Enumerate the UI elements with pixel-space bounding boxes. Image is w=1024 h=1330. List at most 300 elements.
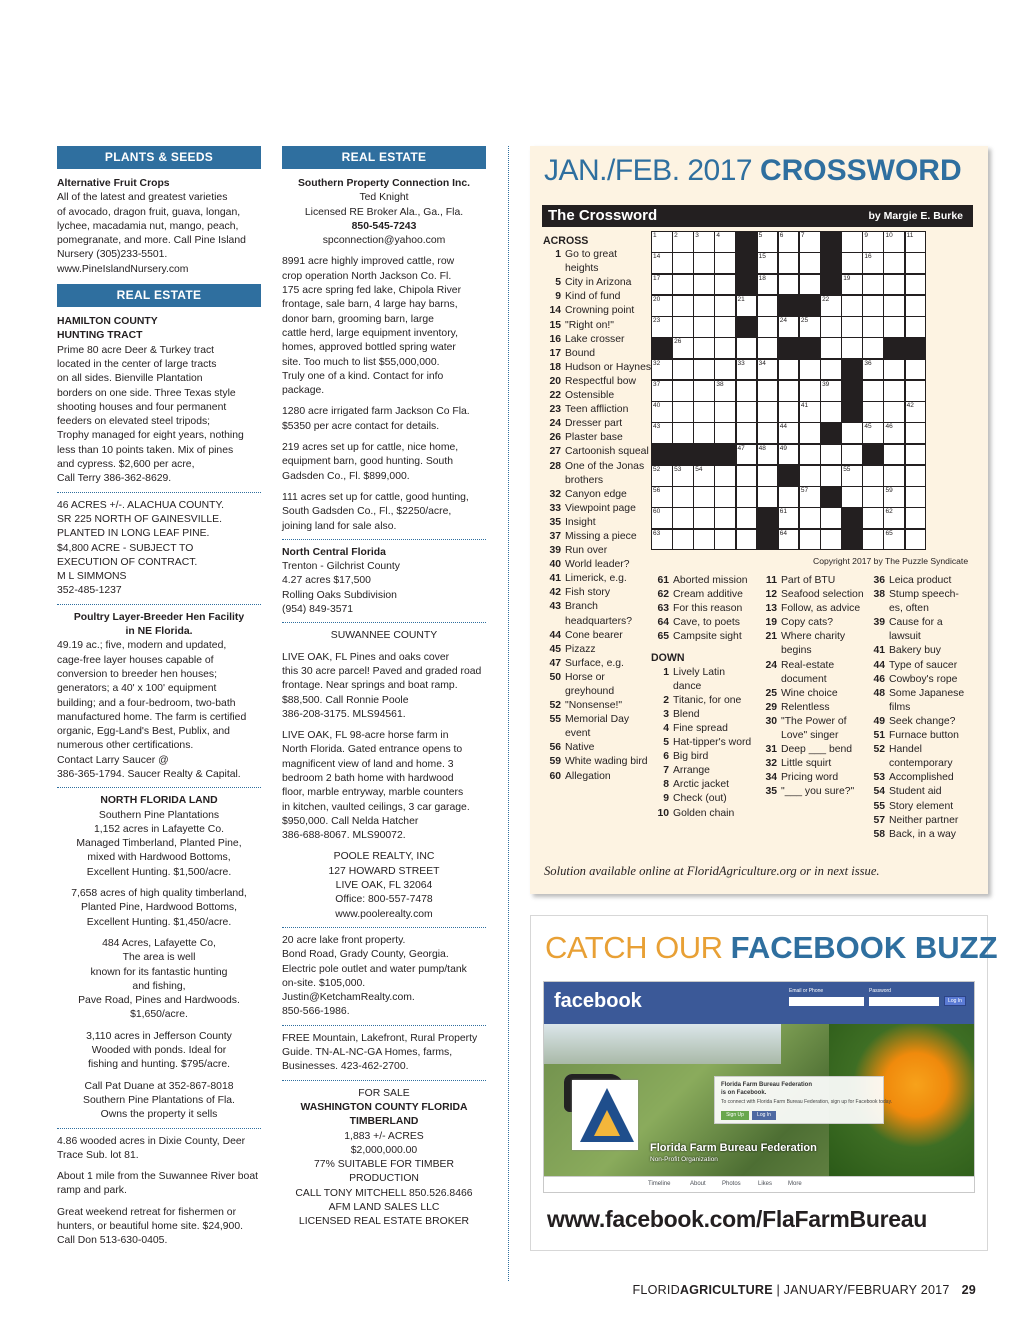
grid-cell[interactable] <box>651 380 673 402</box>
ad-body: 7,658 acres of high quality timberland, Planted Pine, Hardwood Bottoms, Excellent Hunting. $1,450/acre. <box>71 888 247 928</box>
grid-cell[interactable] <box>757 465 779 487</box>
grid-cell[interactable] <box>862 274 884 296</box>
grid-cell[interactable] <box>862 422 884 444</box>
clue-number: 5 <box>555 277 561 289</box>
grid-cell[interactable] <box>799 316 821 338</box>
ad-body: SUWANNEE COUNTY <box>330 630 438 642</box>
grid-cell[interactable] <box>672 529 694 551</box>
clue-number: 35 <box>549 516 561 528</box>
grid-cell[interactable] <box>799 252 821 274</box>
grid-cell[interactable] <box>905 444 927 466</box>
grid-cell[interactable] <box>693 465 715 487</box>
grid-cell[interactable] <box>841 252 863 274</box>
crossword-clue <box>759 785 864 799</box>
grid-number: 6 <box>779 232 784 239</box>
grid-cell[interactable] <box>820 401 842 423</box>
crossword-clue <box>759 757 864 771</box>
grid-cell[interactable] <box>820 316 842 338</box>
clue-number: 44 <box>549 629 561 641</box>
clue-number: 63 <box>657 603 669 615</box>
grid-cell[interactable] <box>799 507 821 529</box>
crossword-clue <box>543 572 653 586</box>
ad-body: 111 acres set up for cattle, good hunting, South Gadsden Co., Fl., $2250/acre, joining land for sale also. <box>282 491 469 532</box>
section-header: PLANTS & SEEDS <box>57 146 261 169</box>
grid-cell[interactable] <box>736 465 758 487</box>
ad-title: HAMILTON COUNTY HUNTING TRACT <box>57 316 158 342</box>
grid-cell[interactable] <box>905 316 927 338</box>
grid-cell[interactable] <box>736 359 758 381</box>
classified-ad <box>57 794 261 880</box>
email-field[interactable] <box>789 997 864 1006</box>
grid-cell[interactable] <box>862 486 884 508</box>
clue-text: Copy cats? <box>781 617 833 629</box>
clue-number: 35 <box>765 786 777 798</box>
clue-number: 39 <box>549 545 561 557</box>
grid-cell[interactable] <box>651 316 673 338</box>
tab-timeline[interactable]: Timeline <box>648 1181 671 1187</box>
grid-cell[interactable] <box>862 529 884 551</box>
clue-number: 61 <box>657 575 669 586</box>
grid-black-cell <box>693 444 715 466</box>
grid-cell[interactable] <box>905 231 927 253</box>
grid-number: 49 <box>779 444 788 452</box>
crossword-clue <box>543 586 653 600</box>
crossword-clue <box>759 659 864 687</box>
grid-cell[interactable] <box>714 465 736 487</box>
grid-cell[interactable] <box>862 252 884 274</box>
crossword-clue <box>543 671 653 699</box>
grid-black-cell <box>841 529 863 551</box>
crossword-clue <box>543 361 653 375</box>
clue-number: 59 <box>549 756 561 768</box>
clue-number: 20 <box>549 375 561 387</box>
grid-cell[interactable] <box>841 486 863 508</box>
classified-ad <box>57 499 261 605</box>
grid-cell[interactable] <box>693 316 715 338</box>
clue-text: Pizazz <box>565 643 596 655</box>
grid-cell[interactable] <box>693 337 715 359</box>
crossword-clue <box>867 814 972 828</box>
clue-text: Aborted mission <box>673 575 748 586</box>
clue-number: 10 <box>657 807 669 819</box>
grid-cell[interactable] <box>714 422 736 444</box>
grid-cell[interactable] <box>778 529 800 551</box>
clue-number: 32 <box>549 488 561 500</box>
grid-cell[interactable] <box>651 422 673 444</box>
grid-cell[interactable] <box>736 422 758 444</box>
grid-cell[interactable] <box>672 295 694 317</box>
grid-cell[interactable] <box>841 337 863 359</box>
grid-cell[interactable] <box>757 444 779 466</box>
login-button[interactable]: Log In <box>944 996 966 1006</box>
clue-number: 16 <box>549 333 561 345</box>
grid-cell[interactable] <box>757 274 779 296</box>
grid-cell[interactable] <box>905 252 927 274</box>
grid-number: 52 <box>653 465 661 473</box>
grid-cell[interactable] <box>883 295 905 317</box>
grid-number: 10 <box>885 232 893 239</box>
grid-number: 2 <box>674 232 678 239</box>
ad-body: Great weekend retreat for fishermen or hunters, or beautiful home site. $24,900. Call Don 513-630-0405. <box>57 1206 243 1247</box>
grid-cell[interactable] <box>883 359 905 381</box>
clue-number: 1 <box>663 666 669 678</box>
grid-cell[interactable] <box>778 401 800 423</box>
grid-cell[interactable] <box>693 295 715 317</box>
clue-text: Cave, to poets <box>673 617 741 629</box>
grid-cell[interactable] <box>757 316 779 338</box>
grid-cell[interactable] <box>651 529 673 551</box>
ad-body: All of the latest and greatest varieties of avocado, dragon fruit, guava, longan, lychee, macadamia nut, mango, peach, pomegranate, and more. Call Pine Island Nursery (305)233-5501. www.PineIslandNursery.com <box>57 192 246 275</box>
grid-cell[interactable] <box>672 380 694 402</box>
grid-cell[interactable] <box>714 401 736 423</box>
clue-text: Relentless <box>781 701 830 713</box>
clue-number: 64 <box>657 617 669 629</box>
grid-number: 44 <box>779 423 788 431</box>
grid-cell[interactable] <box>820 337 842 359</box>
clue-text: Follow, as advice <box>781 603 861 615</box>
grid-cell[interactable] <box>693 486 715 508</box>
box-login-button[interactable]: Log In <box>752 1111 776 1120</box>
clue-text: Some Japanese films <box>889 687 965 713</box>
grid-cell[interactable] <box>862 359 884 381</box>
grid-cell[interactable] <box>862 337 884 359</box>
grid-cell[interactable] <box>862 316 884 338</box>
grid-cell[interactable] <box>862 380 884 402</box>
grid-cell[interactable] <box>714 359 736 381</box>
grid-cell[interactable] <box>757 422 779 444</box>
clue-text: Branch headquarters? <box>565 601 633 627</box>
grid-cell[interactable] <box>714 252 736 274</box>
grid-cell[interactable] <box>820 295 842 317</box>
grid-cell[interactable] <box>778 422 800 444</box>
clue-number: 1 <box>555 249 561 261</box>
grid-cell[interactable] <box>799 231 821 253</box>
crossword-clue <box>867 785 972 799</box>
crossword-clue <box>759 743 864 757</box>
grid-number: 7 <box>800 232 805 239</box>
grid-cell[interactable] <box>841 422 863 444</box>
crossword-clue <box>759 715 864 743</box>
grid-cell[interactable] <box>905 359 927 381</box>
grid-cell[interactable] <box>693 252 715 274</box>
grid-cell[interactable] <box>693 274 715 296</box>
grid-cell[interactable] <box>693 231 715 253</box>
grid-cell[interactable] <box>757 337 779 359</box>
grid-cell[interactable] <box>651 295 673 317</box>
grid-black-cell <box>883 337 905 359</box>
grid-cell[interactable] <box>672 422 694 444</box>
classified-ad <box>282 629 486 643</box>
grid-cell[interactable] <box>799 444 821 466</box>
grid-cell[interactable] <box>693 401 715 423</box>
grid-cell[interactable] <box>799 486 821 508</box>
grid-cell[interactable] <box>714 529 736 551</box>
crossword-clue <box>867 673 972 687</box>
classified-ad <box>57 937 261 1023</box>
classifieds-column-2 <box>282 146 486 1237</box>
classified-ad <box>282 1032 486 1081</box>
grid-cell[interactable] <box>820 359 842 381</box>
grid-cell[interactable] <box>651 486 673 508</box>
grid-cell[interactable] <box>736 507 758 529</box>
grid-cell[interactable] <box>883 486 905 508</box>
crossword-clue <box>651 778 756 792</box>
tab-photos[interactable]: Photos <box>722 1181 741 1187</box>
crossword-clue <box>543 304 653 318</box>
crossword-bar-title: The Crossword <box>548 207 658 224</box>
grid-cell[interactable] <box>799 274 821 296</box>
classified-ad <box>282 491 486 540</box>
grid-cell[interactable] <box>778 274 800 296</box>
grid-cell[interactable] <box>757 401 779 423</box>
ad-body: 1280 acre irrigated farm Jackson Co Fla. $5350 per acre contact for details. <box>282 406 470 432</box>
grid-cell[interactable] <box>778 359 800 381</box>
signup-box-line2: is on Facebook. <box>721 1090 767 1096</box>
grid-number: 41 <box>800 402 809 410</box>
grid-cell[interactable] <box>693 529 715 551</box>
grid-cell[interactable] <box>799 401 821 423</box>
grid-cell[interactable] <box>714 380 736 402</box>
clue-number: 44 <box>873 659 885 671</box>
grid-cell[interactable] <box>736 401 758 423</box>
grid-cell[interactable] <box>841 231 863 253</box>
grid-cell[interactable] <box>820 444 842 466</box>
grid-cell[interactable] <box>820 380 842 402</box>
clue-number: 30 <box>765 715 777 727</box>
grid-cell[interactable] <box>714 316 736 338</box>
signup-button[interactable]: Sign Up <box>721 1111 749 1120</box>
ad-tail: spconnection@yahoo.com <box>322 235 446 247</box>
grid-cell[interactable] <box>905 422 927 444</box>
grid-cell[interactable] <box>841 274 863 296</box>
grid-cell[interactable] <box>883 316 905 338</box>
grid-cell[interactable] <box>672 507 694 529</box>
grid-cell[interactable] <box>883 401 905 423</box>
crossword-clue <box>867 616 972 644</box>
grid-cell[interactable] <box>714 295 736 317</box>
grid-cell[interactable] <box>841 465 863 487</box>
clue-text: Plaster base <box>565 432 623 444</box>
grid-cell[interactable] <box>883 422 905 444</box>
ad-body: POOLE REALTY, INC 127 HOWARD STREET LIVE OAK, FL 32064 Office: 800-557-7478 www.poolerealty.com <box>328 851 440 920</box>
grid-cell[interactable] <box>799 465 821 487</box>
signup-box-line3: To connect with Florida Farm Bureau Federation, sign up for Facebook today. <box>721 1099 893 1105</box>
grid-cell[interactable] <box>905 380 927 402</box>
grid-number: 55 <box>843 465 851 473</box>
grid-cell[interactable] <box>714 507 736 529</box>
section-header: REAL ESTATE <box>282 146 486 169</box>
grid-cell[interactable] <box>905 295 927 317</box>
clue-text: Cartoonish squeal <box>565 446 649 458</box>
clue-text: Pricing word <box>781 772 839 784</box>
grid-cell[interactable] <box>905 529 927 551</box>
clue-text: Lake crosser <box>565 333 625 345</box>
clue-text: "___ you sure?" <box>781 786 855 798</box>
clue-number: 41 <box>873 645 885 657</box>
grid-cell[interactable] <box>799 380 821 402</box>
grid-cell[interactable] <box>672 465 694 487</box>
clue-text: White wading bird <box>565 756 648 768</box>
clue-text: Bound <box>565 347 596 359</box>
clue-number: 31 <box>765 744 777 756</box>
grid-cell[interactable] <box>672 401 694 423</box>
clue-number: 14 <box>549 305 561 317</box>
grid-cell[interactable] <box>736 337 758 359</box>
grid-cell[interactable] <box>820 507 842 529</box>
clue-number: 8 <box>663 779 669 791</box>
grid-number: 9 <box>864 232 868 239</box>
ad-bold-line: WASHINGTON COUNTY FLORIDA TIMBERLAND <box>300 1101 468 1128</box>
grid-cell[interactable] <box>862 231 884 253</box>
grid-cell[interactable] <box>799 359 821 381</box>
clue-text: World leader? <box>565 559 630 571</box>
grid-cell[interactable] <box>736 486 758 508</box>
tab-more[interactable]: More <box>788 1181 802 1187</box>
clue-number: 57 <box>873 814 885 826</box>
grid-cell[interactable] <box>672 486 694 508</box>
crossword-clue <box>543 530 653 544</box>
grid-cell[interactable] <box>883 444 905 466</box>
grid-cell[interactable] <box>778 444 800 466</box>
grid-cell[interactable] <box>905 465 927 487</box>
grid-cell[interactable] <box>693 422 715 444</box>
grid-cell[interactable] <box>736 529 758 551</box>
clue-number: 28 <box>549 460 561 472</box>
grid-cell[interactable] <box>757 486 779 508</box>
grid-cell[interactable] <box>883 231 905 253</box>
grid-cell[interactable] <box>778 252 800 274</box>
clue-text: Titanic, for one <box>673 694 742 706</box>
clue-text: Missing a piece <box>565 530 637 542</box>
grid-cell[interactable] <box>651 507 673 529</box>
grid-cell[interactable] <box>693 359 715 381</box>
grid-cell[interactable] <box>841 295 863 317</box>
grid-cell[interactable] <box>714 274 736 296</box>
clue-text: Viewpoint page <box>565 502 636 514</box>
grid-cell[interactable] <box>672 316 694 338</box>
crossword-clue <box>867 800 972 814</box>
grid-cell[interactable] <box>714 337 736 359</box>
grid-cell[interactable] <box>672 337 694 359</box>
grid-cell[interactable] <box>651 274 673 296</box>
grid-cell[interactable] <box>820 529 842 551</box>
grid-black-cell <box>862 444 884 466</box>
clue-text: Seafood selection <box>781 589 864 601</box>
crossword-clue <box>543 558 653 572</box>
clue-text: Type of saucer <box>889 659 958 671</box>
grid-cell[interactable] <box>862 465 884 487</box>
clue-text: Leica product <box>889 575 952 586</box>
grid-cell[interactable] <box>778 380 800 402</box>
grid-number: 59 <box>885 487 893 495</box>
grid-cell[interactable] <box>778 231 800 253</box>
grid-cell[interactable] <box>672 274 694 296</box>
clue-text: Deep ___ bend <box>781 744 853 756</box>
grid-cell[interactable] <box>883 465 905 487</box>
clue-number: 37 <box>549 530 561 542</box>
crossword-clue <box>543 643 653 657</box>
grid-cell[interactable] <box>651 231 673 253</box>
grid-cell[interactable] <box>651 359 673 381</box>
grid-cell[interactable] <box>841 316 863 338</box>
grid-cell[interactable] <box>862 401 884 423</box>
crossword-author: by Margie E. Burke <box>868 210 963 222</box>
grid-number: 37 <box>653 380 661 388</box>
clue-text: Story element <box>889 800 954 812</box>
grid-cell[interactable] <box>883 507 905 529</box>
grid-cell[interactable] <box>883 380 905 402</box>
ad-body: FOR SALE <box>358 1087 410 1099</box>
grid-cell[interactable] <box>905 486 927 508</box>
grid-cell[interactable] <box>820 465 842 487</box>
classified-ad <box>57 887 261 930</box>
grid-cell[interactable] <box>778 316 800 338</box>
grid-cell[interactable] <box>778 486 800 508</box>
crossword-clue <box>651 616 756 630</box>
grid-cell[interactable] <box>651 252 673 274</box>
grid-cell[interactable] <box>651 465 673 487</box>
grid-cell[interactable] <box>862 507 884 529</box>
tab-about[interactable]: About <box>690 1181 706 1187</box>
grid-cell[interactable] <box>905 401 927 423</box>
ad-tail: 1,883 +/- ACRES $2,000,000.00 77% SUITABLE FOR TIMBER PRODUCTION CALL TONY MITCHELL 850.526.8466 AFM LAND SALES LLC LICENSED REAL ESTATE BROKER <box>295 1130 473 1228</box>
clue-number: 38 <box>873 589 885 601</box>
grid-cell[interactable] <box>799 422 821 444</box>
crossword-clue <box>651 764 756 778</box>
grid-cell[interactable] <box>799 529 821 551</box>
grid-cell[interactable] <box>672 231 694 253</box>
crossword-clue <box>867 687 972 715</box>
grid-cell[interactable] <box>714 231 736 253</box>
tab-likes[interactable]: Likes <box>758 1181 773 1187</box>
grid-cell[interactable] <box>905 274 927 296</box>
grid-cell[interactable] <box>757 252 779 274</box>
grid-cell[interactable] <box>862 295 884 317</box>
clue-number: 62 <box>657 589 669 601</box>
grid-cell[interactable] <box>905 507 927 529</box>
grid-cell[interactable] <box>757 231 779 253</box>
grid-cell[interactable] <box>883 274 905 296</box>
grid-cell[interactable] <box>693 507 715 529</box>
grid-cell[interactable] <box>883 252 905 274</box>
grid-cell[interactable] <box>778 507 800 529</box>
grid-cell[interactable] <box>757 295 779 317</box>
grid-cell[interactable] <box>693 380 715 402</box>
password-field[interactable] <box>869 997 939 1006</box>
grid-cell[interactable] <box>651 401 673 423</box>
facebook-logo: facebook <box>554 990 642 1012</box>
grid-number: 57 <box>800 487 809 495</box>
grid-cell[interactable] <box>736 295 758 317</box>
grid-cell[interactable] <box>714 486 736 508</box>
classified-ad <box>282 177 486 248</box>
grid-cell[interactable] <box>841 444 863 466</box>
grid-cell[interactable] <box>757 359 779 381</box>
clue-text: Native <box>565 742 595 754</box>
clue-text: "The Power of Love" singer <box>781 715 847 742</box>
across-heading: ACROSS <box>543 235 589 247</box>
grid-cell[interactable] <box>672 359 694 381</box>
grid-cell[interactable] <box>883 529 905 551</box>
grid-cell[interactable] <box>672 252 694 274</box>
grid-cell[interactable] <box>736 380 758 402</box>
grid-cell[interactable] <box>736 444 758 466</box>
classified-ad <box>57 315 261 493</box>
grid-cell[interactable] <box>757 380 779 402</box>
classified-ad <box>57 1135 261 1164</box>
crossword-clue <box>543 276 653 290</box>
clue-text: Seek change? <box>889 715 956 727</box>
